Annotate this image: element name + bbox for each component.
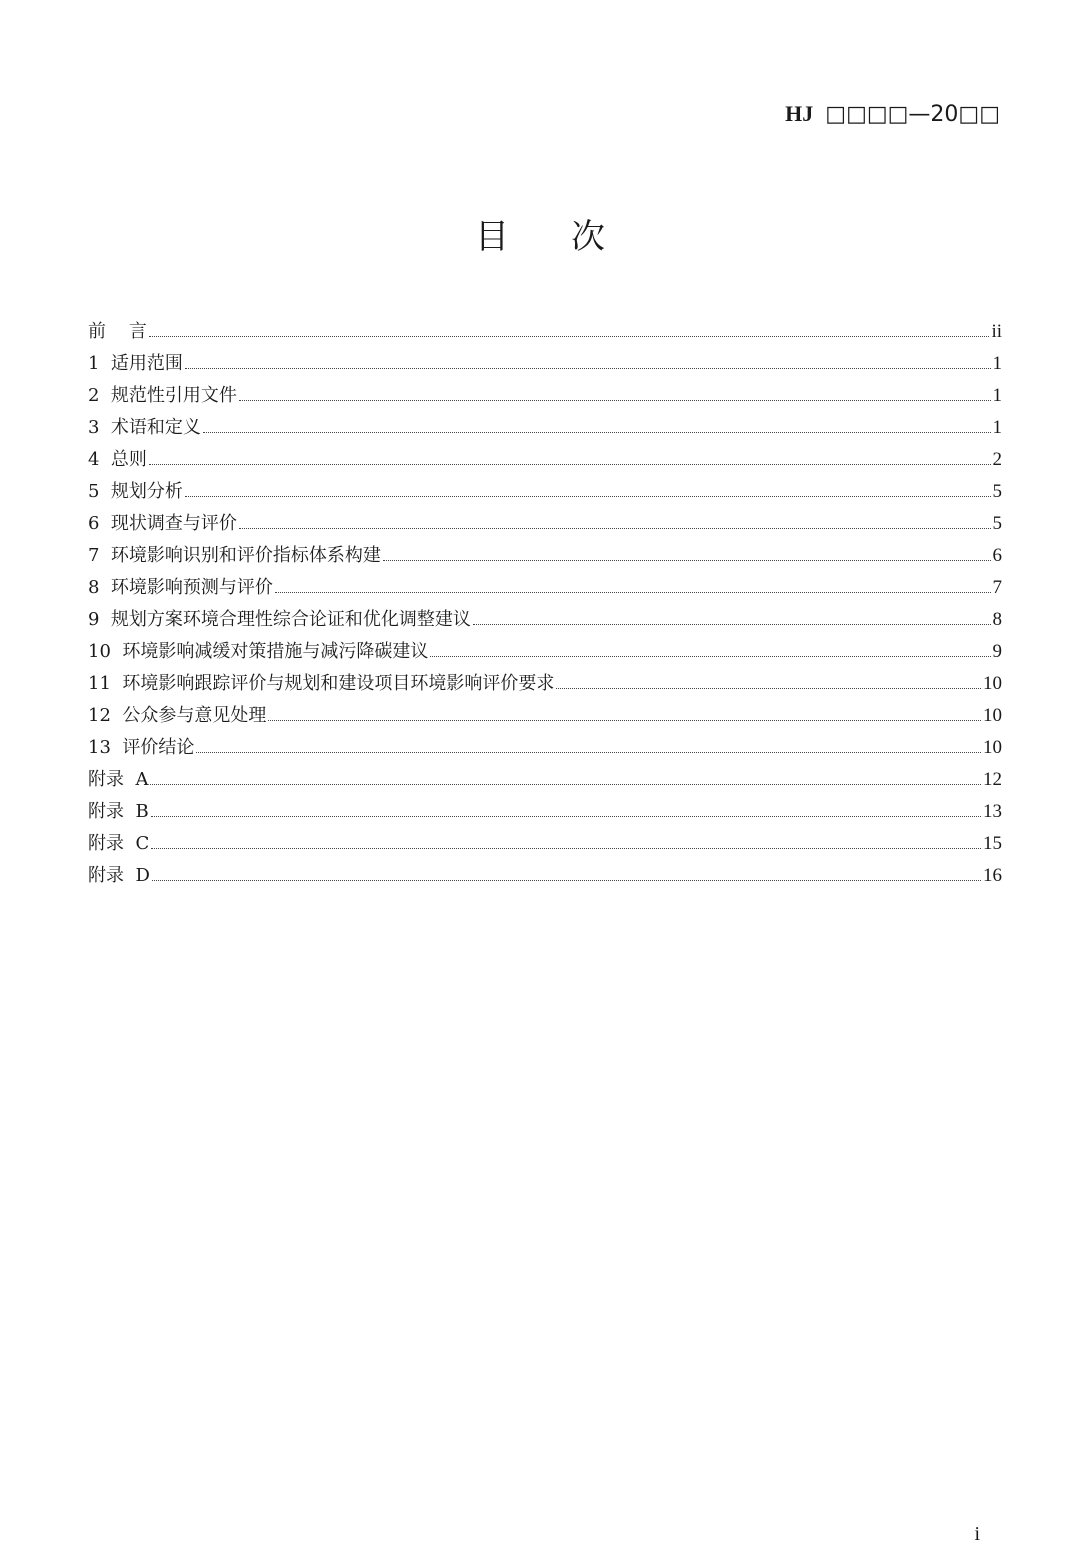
toc-entry[interactable] (88, 636, 1002, 668)
standard-prefix: HJ (785, 101, 814, 126)
toc-dot-leader (196, 751, 981, 753)
standard-number (785, 98, 1000, 131)
toc-entry-label: 9 规划方案环境合理性综合论证和优化调整建议 (88, 609, 471, 630)
toc-dot-leader (239, 399, 991, 401)
toc-entry-label: 12 公众参与意见处理 (88, 705, 267, 726)
toc-dot-leader (383, 559, 991, 561)
toc-entry[interactable] (88, 764, 1002, 796)
standard-code: □□□□—20□□ (825, 102, 1000, 127)
toc-entry-label: 附录 C (88, 833, 150, 854)
toc-entry-page: 15 (983, 833, 1002, 854)
toc-entry[interactable] (88, 700, 1002, 732)
toc-dot-leader (151, 847, 981, 849)
toc-entry-page: 9 (992, 641, 1002, 662)
toc-dot-leader (473, 623, 991, 625)
toc-dot-leader (152, 879, 981, 881)
toc-entry-label: 13 评价结论 (88, 737, 195, 758)
toc-dot-leader (149, 335, 990, 337)
toc-entry-label: 1 适用范围 (88, 353, 183, 374)
toc-dot-leader (556, 687, 981, 689)
toc-entry[interactable] (88, 412, 1002, 444)
toc-entry-page: 1 (992, 417, 1002, 438)
toc-entry[interactable] (88, 828, 1002, 860)
toc-entry-label: 附录 D (88, 865, 150, 886)
toc-entry-page: 2 (992, 449, 1002, 470)
toc-entry[interactable] (88, 348, 1002, 380)
toc-entry[interactable] (88, 476, 1002, 508)
toc-entry[interactable] (88, 860, 1002, 892)
toc-entry-page: 6 (992, 545, 1002, 566)
toc-entry[interactable] (88, 444, 1002, 476)
toc-entry[interactable] (88, 796, 1002, 828)
toc-dot-leader (185, 495, 991, 497)
toc-dot-leader (275, 591, 991, 593)
toc-entry[interactable] (88, 572, 1002, 604)
toc-entry-page: 1 (992, 353, 1002, 374)
toc-dot-leader (150, 783, 981, 785)
toc-entry-page: 12 (983, 769, 1002, 790)
toc-dot-leader (185, 367, 991, 369)
toc-entry[interactable] (88, 540, 1002, 572)
toc-dot-leader (151, 815, 981, 817)
toc-entry-page: 13 (983, 801, 1002, 822)
toc-entry[interactable] (88, 668, 1002, 700)
toc-dot-leader (149, 463, 991, 465)
toc-entry-page: 1 (992, 385, 1002, 406)
toc-entry-label: 4 总则 (88, 449, 147, 470)
toc-entry-label: 附录 A (88, 769, 149, 790)
toc-entry-label: 5 规划分析 (88, 481, 183, 502)
table-of-contents (88, 316, 1002, 892)
toc-entry-label: 8 环境影响预测与评价 (88, 577, 273, 598)
toc-entry-page: 10 (983, 737, 1002, 758)
toc-dot-leader (430, 655, 990, 657)
toc-entry-page: 16 (983, 865, 1002, 886)
toc-entry[interactable] (88, 316, 1002, 348)
toc-entry-label: 6 现状调查与评价 (88, 513, 237, 534)
toc-dot-leader (268, 719, 981, 721)
toc-entry-label: 11 环境影响跟踪评价与规划和建设项目环境影响评价要求 (88, 673, 555, 694)
toc-entry-page: 8 (992, 609, 1002, 630)
toc-entry-page: 7 (992, 577, 1002, 598)
toc-entry-page: 5 (992, 513, 1002, 534)
page-title: 目次 (475, 217, 667, 257)
toc-entry-label: 7 环境影响识别和评价指标体系构建 (88, 545, 381, 566)
toc-dot-leader (203, 431, 991, 433)
toc-entry-label: 前 言 (88, 321, 147, 342)
toc-entry-label: 附录 B (88, 801, 149, 822)
toc-entry-label: 10 环境影响减缓对策措施与减污降碳建议 (88, 641, 429, 662)
toc-entry-label: 2 规范性引用文件 (88, 385, 237, 406)
toc-entry[interactable] (88, 604, 1002, 636)
toc-entry[interactable] (88, 732, 1002, 764)
toc-entry-page: ii (991, 321, 1002, 342)
toc-dot-leader (239, 527, 991, 529)
toc-entry[interactable] (88, 508, 1002, 540)
toc-entry-page: 10 (983, 673, 1002, 694)
toc-entry-page: 5 (992, 481, 1002, 502)
footer-page-number: i (974, 1523, 980, 1545)
toc-entry-page: 10 (983, 705, 1002, 726)
toc-entry[interactable] (88, 380, 1002, 412)
toc-entry-label: 3 术语和定义 (88, 417, 201, 438)
